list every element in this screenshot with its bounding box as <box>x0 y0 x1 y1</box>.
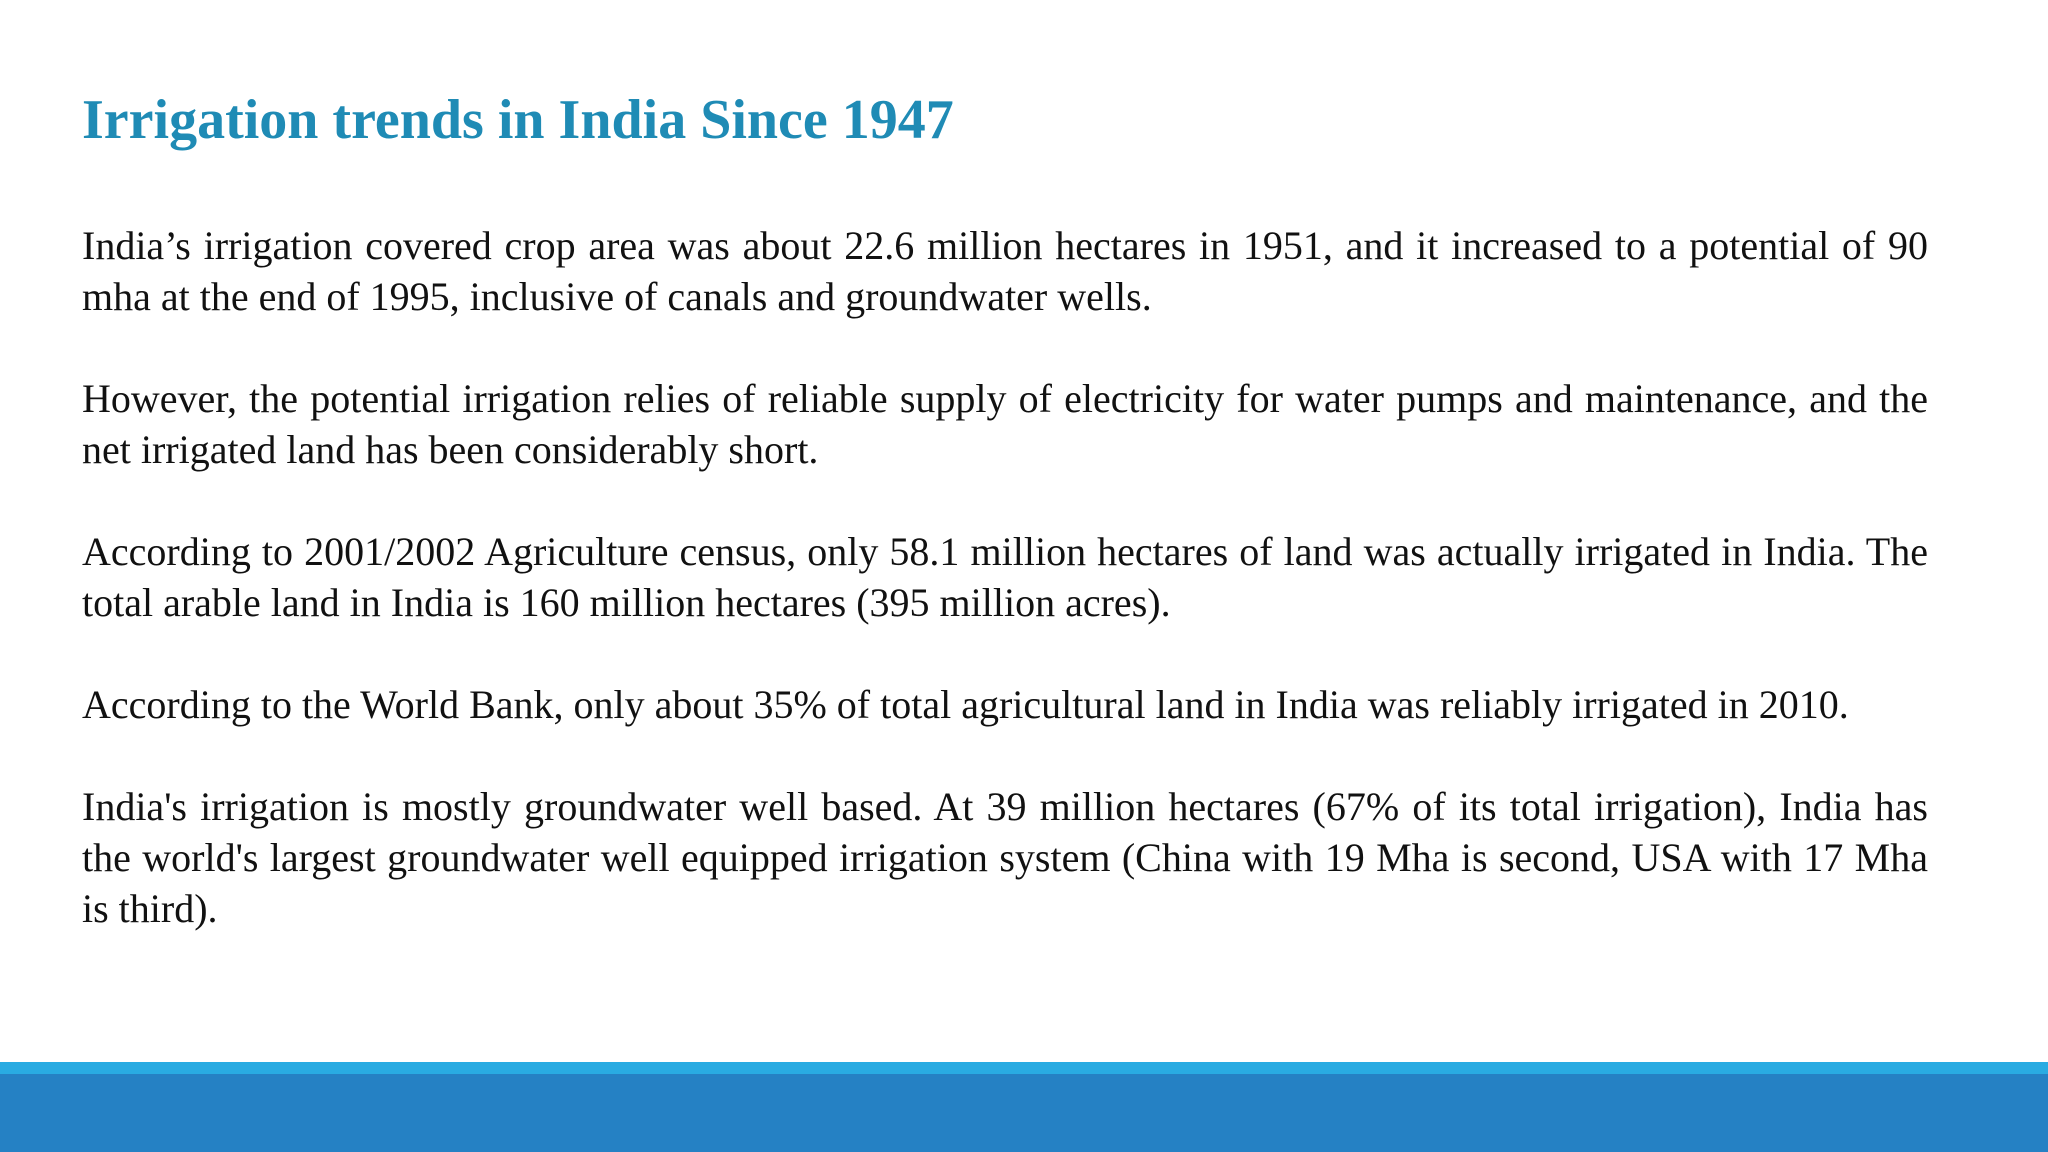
paragraph-groundwater-wells: India's irrigation is mostly groundwater well based. At 39 million hectares (67% of its total irrigation), India has the world's largest groundwater well equipped irrigation system (China with 19 Mha is second, USA with 17 Mha is third). <box>82 784 1928 931</box>
paragraph-electricity-dependence: However, the potential irrigation relies of reliable supply of electricity for water pumps and maintenance, and the net irrigated land has been considerably short. <box>82 376 1928 472</box>
paragraph-world-bank: According to the World Bank, only about 35% of total agricultural land in India was reliably irrigated in 2010. <box>82 682 1849 727</box>
slide-body <box>82 220 1928 985</box>
paragraph-irrigated-area-1951: India’s irrigation covered crop area was about 22.6 million hectares in 1951, and it increased to a potential of 90 mha at the end of 1995, inclusive of canals and groundwater wells. <box>82 223 1928 319</box>
slide-title: Irrigation trends in India Since 1947 <box>82 89 954 151</box>
footer-stripe <box>0 1062 2048 1074</box>
paragraph-agriculture-census: According to 2001/2002 Agriculture census, only 58.1 million hectares of land was actually irrigated in India. The total arable land in India is 160 million hectares (395 million acres). <box>82 529 1928 625</box>
footer-band <box>0 1062 2048 1152</box>
